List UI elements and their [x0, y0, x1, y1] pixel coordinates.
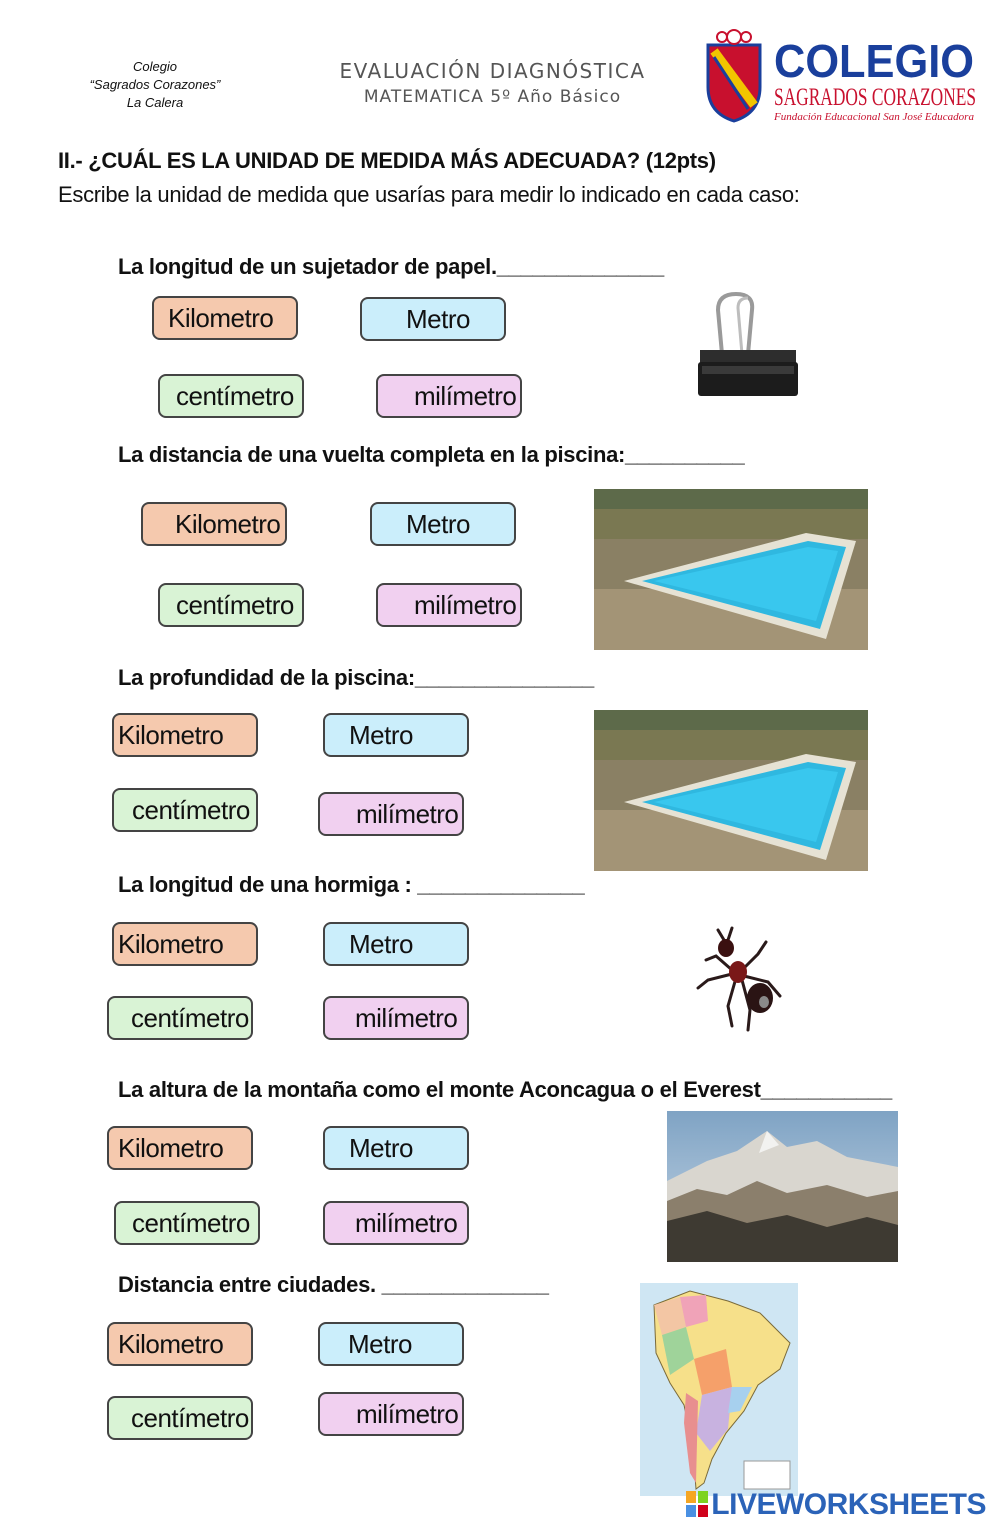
- option-centimetro[interactable]: centímetro: [158, 374, 304, 418]
- option-metro[interactable]: Metro: [323, 713, 469, 757]
- question-text: La longitud de un sujetador de papel.______________: [118, 254, 664, 279]
- swimming-pool-image: [594, 710, 868, 871]
- south-america-map-image: [640, 1283, 798, 1496]
- option-metro[interactable]: Metro: [323, 922, 469, 966]
- option-milimetro[interactable]: milímetro: [323, 1201, 469, 1245]
- option-milimetro[interactable]: milímetro: [318, 1392, 464, 1436]
- section-instruction: Escribe la unidad de medida que usarías para medir lo indicado en cada caso:: [58, 182, 800, 207]
- option-kilometro[interactable]: Kilometro: [112, 713, 258, 757]
- swimming-pool-image: [594, 489, 868, 650]
- school-name-block: [70, 58, 240, 112]
- option-metro[interactable]: Metro: [318, 1322, 464, 1366]
- school-line-2: “Sagrados Corazones”: [89, 77, 221, 92]
- option-centimetro[interactable]: centímetro: [158, 583, 304, 627]
- logo-word-2: SAGRADOS CORAZONES: [774, 84, 976, 111]
- option-metro[interactable]: Metro: [370, 502, 516, 546]
- option-milimetro[interactable]: milímetro: [318, 792, 464, 836]
- school-line-1: Colegio: [132, 59, 178, 74]
- option-centimetro[interactable]: centímetro: [107, 996, 253, 1040]
- question-text: La longitud de una hormiga : ______________: [118, 872, 585, 897]
- evaluation-title: EVALUACIÓN DIAGNÓSTICA: [339, 59, 646, 83]
- mountain-image: [667, 1111, 898, 1262]
- evaluation-title-block: [300, 58, 685, 110]
- liveworksheets-badge-icon: [686, 1491, 708, 1517]
- logo-word-1: COLEGIO: [774, 35, 974, 87]
- school-line-3: La Calera: [126, 95, 184, 110]
- school-logo: [700, 25, 985, 125]
- option-metro[interactable]: Metro: [360, 297, 506, 341]
- option-centimetro[interactable]: centímetro: [107, 1396, 253, 1440]
- option-metro[interactable]: Metro: [323, 1126, 469, 1170]
- option-kilometro[interactable]: Kilometro: [107, 1126, 253, 1170]
- option-centimetro[interactable]: centímetro: [114, 1201, 260, 1245]
- option-kilometro[interactable]: Kilometro: [107, 1322, 253, 1366]
- section-title: II.- ¿CUÁL ES LA UNIDAD DE MEDIDA MÁS ADECUADA? (12pts): [58, 148, 716, 173]
- option-kilometro[interactable]: Kilometro: [141, 502, 287, 546]
- ant-image: [688, 926, 788, 1036]
- binder-clip-image: [692, 288, 800, 404]
- option-milimetro[interactable]: milímetro: [376, 374, 522, 418]
- logo-tagline: Fundación Educacional San José Educadora: [772, 111, 975, 123]
- brand-text: LIVEWORKSHEETS: [711, 1488, 986, 1521]
- evaluation-subtitle: MATEMATICA 5º Año Básico: [363, 87, 622, 107]
- question-text: La profundidad de la piscina:_______________: [118, 665, 594, 690]
- question-text: La altura de la montaña como el monte Aconcagua o el Everest___________: [118, 1077, 892, 1102]
- option-milimetro[interactable]: milímetro: [376, 583, 522, 627]
- question-text: La distancia de una vuelta completa en la piscina:__________: [118, 442, 745, 467]
- liveworksheets-brand: [686, 1488, 986, 1522]
- option-kilometro[interactable]: Kilometro: [152, 296, 298, 340]
- option-milimetro[interactable]: milímetro: [323, 996, 469, 1040]
- option-centimetro[interactable]: centímetro: [112, 788, 258, 832]
- question-text: Distancia entre ciudades. ______________: [118, 1272, 549, 1297]
- option-kilometro[interactable]: Kilometro: [112, 922, 258, 966]
